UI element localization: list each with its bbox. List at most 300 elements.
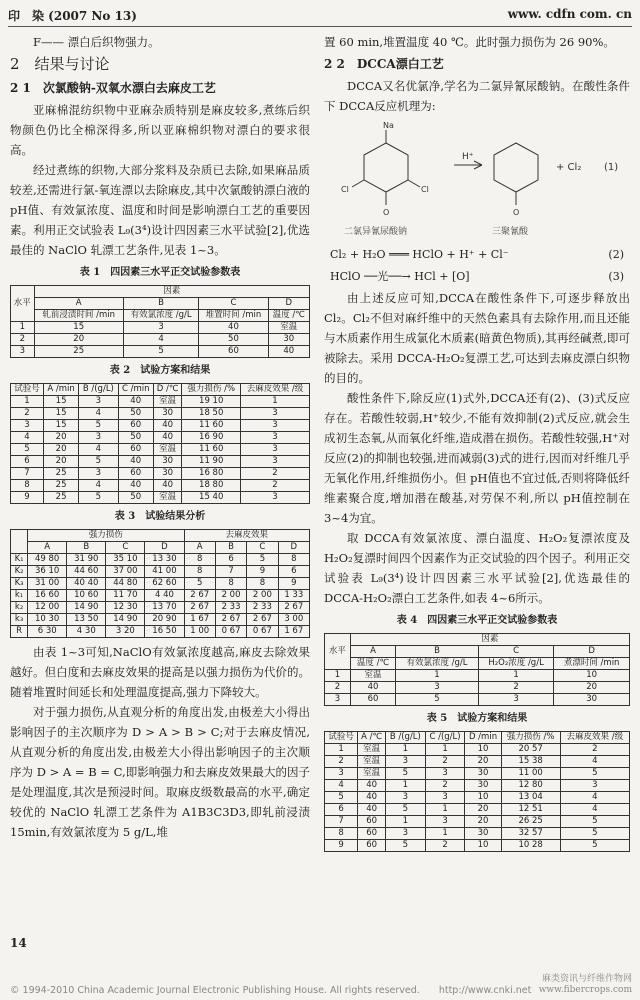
table-cell: 37 00 bbox=[106, 566, 145, 578]
triazine-ring-left bbox=[364, 143, 408, 192]
table-cell: k₃ bbox=[11, 614, 28, 626]
table-cell: 8 bbox=[11, 480, 44, 492]
table-cell: 5 bbox=[11, 444, 44, 456]
svg-text:Cl: Cl bbox=[421, 185, 429, 194]
table-header: B bbox=[123, 298, 199, 310]
table-cell: 40 bbox=[350, 682, 395, 694]
running-header bbox=[8, 4, 632, 27]
table-row bbox=[11, 322, 310, 334]
table-cell: 10 bbox=[554, 670, 630, 682]
table-header: 轧前浸渍时间 /min bbox=[34, 310, 123, 322]
table-row bbox=[11, 626, 310, 638]
table-cell: 3 bbox=[386, 828, 426, 840]
table-1 bbox=[10, 285, 310, 358]
table-cell: 3 bbox=[386, 792, 426, 804]
table-header: 去麻皮效果 /级 bbox=[560, 732, 629, 744]
table-cell: 60 bbox=[358, 828, 386, 840]
table-header: C bbox=[478, 646, 553, 658]
table-cell: 1 bbox=[396, 670, 479, 682]
table-cell: 3 bbox=[241, 492, 310, 504]
equation-number: (1) bbox=[604, 162, 619, 173]
table-cell: 4 30 bbox=[67, 626, 106, 638]
paragraph: 对于强力损伤,从直观分析的角度出发,由极差大小得出影响因子的主次顺序为 D > A > B > C;对于去麻皮情况,从直观分析的角度出发,由极差大小得出影响因子的主次顺序为 D > A = B = C,即影响强力和去麻皮效果最大的因子是处理温度,其次是预浸时间。取麻皮级数最高的水平,确定较优的 NaClO 轧漂工艺条件为 A1B3C3D3,即轧前浸渍 15min,有效氯浓度为 5 g/L,堆 bbox=[10, 705, 310, 839]
table-cell: 5 bbox=[79, 492, 118, 504]
reaction-diagram bbox=[324, 120, 630, 240]
table-cell: 26 25 bbox=[501, 816, 560, 828]
journal-url: www. cdfn com. cn bbox=[507, 7, 632, 21]
table-cell: 2 bbox=[241, 468, 310, 480]
table-cell: 20 bbox=[465, 816, 501, 828]
table-cell: 7 bbox=[325, 816, 358, 828]
table-row bbox=[11, 566, 310, 578]
table-cell: 20 bbox=[43, 456, 78, 468]
table-cell: 3 bbox=[241, 432, 310, 444]
table-cell: 1 00 bbox=[184, 626, 215, 638]
table-cell: 4 bbox=[79, 408, 118, 420]
table-cell: 25 bbox=[43, 492, 78, 504]
table-cell: 4 bbox=[79, 480, 118, 492]
table-cell: 20 bbox=[554, 682, 630, 694]
paragraph: 由上述反应可知,DCCA在酸性条件下,可逐步释放出 Cl₂。Cl₂不但对麻纤维中的天然色素具有去除作用,而且还能与木质素作用生成氯化木质素(暗黄色物质),其再经碱煮,即可被除去。采用 DCCA-H₂O₂复漂工艺,可达到去麻皮漂白织物的目的。 bbox=[324, 291, 630, 385]
table-cell: 5 bbox=[325, 792, 358, 804]
table-cell: 30 bbox=[153, 408, 182, 420]
table-cell: 1 67 bbox=[184, 614, 215, 626]
table-cell: 5 bbox=[386, 804, 426, 816]
table-cell: 60 bbox=[358, 816, 386, 828]
table-cell: 3 bbox=[425, 768, 465, 780]
table-cell: 20 bbox=[43, 432, 78, 444]
table-cell: 40 bbox=[118, 396, 153, 408]
table-cell: K₁ bbox=[11, 554, 28, 566]
table-cell: 5 bbox=[560, 828, 629, 840]
table-cell: 1 bbox=[478, 670, 553, 682]
table-cell: 40 bbox=[199, 322, 268, 334]
table-cell: 20 90 bbox=[145, 614, 184, 626]
table-header: 因素 bbox=[34, 286, 309, 298]
table-cell: 40 bbox=[358, 792, 386, 804]
table-cell: 40 bbox=[358, 780, 386, 792]
table-cell: 2 67 bbox=[215, 614, 246, 626]
table-3 bbox=[10, 529, 310, 638]
table-cell: 室温 bbox=[358, 768, 386, 780]
table-cell: 31 90 bbox=[67, 554, 106, 566]
table-cell: 9 bbox=[325, 840, 358, 852]
table-cell: 2 bbox=[478, 682, 553, 694]
table-header: 强力损伤 /% bbox=[501, 732, 560, 744]
table-cell: K₂ bbox=[11, 566, 28, 578]
table-row bbox=[11, 468, 310, 480]
table-header: C bbox=[199, 298, 268, 310]
table-cell: 5 bbox=[560, 768, 629, 780]
table-header: 煮漂时间 /min bbox=[554, 658, 630, 670]
table-cell: 4 bbox=[560, 804, 629, 816]
table-cell: 60 bbox=[118, 420, 153, 432]
table-cell: 40 40 bbox=[67, 578, 106, 590]
table-cell: 6 bbox=[215, 554, 246, 566]
table-cell: 60 bbox=[350, 694, 395, 706]
table-cell: 1 bbox=[425, 744, 465, 756]
table-header: A /℃ bbox=[358, 732, 386, 744]
table-cell: 50 bbox=[199, 334, 268, 346]
table-cell: 3 bbox=[241, 420, 310, 432]
table-cell: 20 bbox=[465, 756, 501, 768]
table-cell: 1 bbox=[11, 396, 44, 408]
table-row bbox=[11, 602, 310, 614]
table-cell: 3 bbox=[478, 694, 553, 706]
table-header: 水平 bbox=[11, 286, 35, 322]
table-cell: 30 bbox=[465, 828, 501, 840]
table-cell: 室温 bbox=[153, 444, 182, 456]
table-cell: 1 bbox=[425, 804, 465, 816]
table-cell: 室温 bbox=[268, 322, 309, 334]
table-row bbox=[11, 578, 310, 590]
table-cell: 2 33 bbox=[215, 602, 246, 614]
table-cell: 6 bbox=[11, 456, 44, 468]
product-label: + Cl₂ bbox=[556, 162, 582, 173]
table-cell: 62 60 bbox=[145, 578, 184, 590]
subsection-heading: 2 2 DCCA漂白工艺 bbox=[324, 57, 444, 71]
table-header: C /(g/L) bbox=[425, 732, 465, 744]
left-column bbox=[10, 32, 310, 842]
table-cell: 20 bbox=[34, 334, 123, 346]
table-cell: 40 bbox=[358, 804, 386, 816]
table-4 bbox=[324, 633, 630, 706]
table-cell: 35 10 bbox=[106, 554, 145, 566]
table-cell: 60 bbox=[118, 468, 153, 480]
watermark-text: 麻类资讯与纤维作物网 bbox=[541, 974, 632, 984]
table-row bbox=[325, 840, 630, 852]
table-cell: 5 bbox=[79, 456, 118, 468]
table-cell: 2 bbox=[241, 480, 310, 492]
table-cell: 40 bbox=[153, 480, 182, 492]
triazine-ring-right bbox=[494, 143, 538, 192]
equation: HClO ──光──→ HCl + [O] bbox=[330, 270, 470, 283]
table-cell: 60 bbox=[199, 346, 268, 358]
table-cell: 60 bbox=[358, 840, 386, 852]
table-2 bbox=[10, 383, 310, 504]
paragraph: DCCA又名优氯净,学名为二氯异氰尿酸钠。在酸性条件下 DCCA反应机理为: bbox=[324, 79, 630, 113]
table-cell: 3 bbox=[396, 682, 479, 694]
table-row bbox=[325, 768, 630, 780]
table-cell: 5 bbox=[247, 554, 278, 566]
table-cell: 13 70 bbox=[145, 602, 184, 614]
table-header: B bbox=[67, 542, 106, 554]
table-cell: 13 30 bbox=[145, 554, 184, 566]
table-cell: K₃ bbox=[11, 578, 28, 590]
table-cell: 2 67 bbox=[247, 614, 278, 626]
table-cell: 40 bbox=[268, 346, 309, 358]
table-cell: 3 20 bbox=[106, 626, 145, 638]
table-cell: 3 bbox=[241, 444, 310, 456]
table-row bbox=[11, 614, 310, 626]
table-cell: 1 67 bbox=[278, 626, 309, 638]
table-cell: 49 80 bbox=[28, 554, 67, 566]
table-row bbox=[325, 756, 630, 768]
table-cell: 8 bbox=[184, 554, 215, 566]
table-cell: 4 bbox=[79, 444, 118, 456]
table-header: H₂O₂浓度 /g/L bbox=[478, 658, 553, 670]
table-cell: 3 bbox=[325, 694, 351, 706]
table-cell: 30 bbox=[465, 780, 501, 792]
table-cell: 20 bbox=[465, 804, 501, 816]
table-cell: 15 bbox=[34, 322, 123, 334]
table-cell: 13 50 bbox=[67, 614, 106, 626]
table-cell: 36 10 bbox=[28, 566, 67, 578]
svg-text:Na: Na bbox=[383, 121, 394, 130]
table-cell: 16 90 bbox=[182, 432, 241, 444]
table-header: A bbox=[28, 542, 67, 554]
table-cell: 3 bbox=[560, 780, 629, 792]
svg-text:O: O bbox=[513, 208, 520, 217]
table-caption: 表 5 试验方案和结果 bbox=[426, 713, 528, 724]
table-cell: 5 bbox=[560, 816, 629, 828]
table-header: 有效氯浓度 /g/L bbox=[396, 658, 479, 670]
table-header: B /(g/L) bbox=[386, 732, 426, 744]
equation-2 bbox=[324, 244, 630, 266]
table-cell: 6 bbox=[278, 566, 309, 578]
table-cell: 11 90 bbox=[182, 456, 241, 468]
table-cell: 室温 bbox=[153, 492, 182, 504]
svg-text:Cl: Cl bbox=[341, 185, 349, 194]
table-cell: 31 00 bbox=[28, 578, 67, 590]
table-cell: 1 bbox=[325, 744, 358, 756]
table-cell: 11 70 bbox=[106, 590, 145, 602]
table-cell: k₂ bbox=[11, 602, 28, 614]
table-cell: 50 bbox=[118, 408, 153, 420]
table-cell: 2 67 bbox=[184, 602, 215, 614]
subsection-heading: 2 1 次氯酸钠-双氧水漂白去麻皮工艺 bbox=[10, 81, 216, 95]
table-header: 因素 bbox=[350, 634, 629, 646]
table-cell: 2 00 bbox=[215, 590, 246, 602]
table-cell: 10 bbox=[465, 840, 501, 852]
table-cell: 2 67 bbox=[278, 602, 309, 614]
table-cell: 12 30 bbox=[106, 602, 145, 614]
table-header bbox=[11, 530, 28, 554]
table-cell: 8 bbox=[278, 554, 309, 566]
table-row bbox=[11, 590, 310, 602]
table-cell: 13 04 bbox=[501, 792, 560, 804]
table-row bbox=[11, 420, 310, 432]
table-cell: 30 bbox=[465, 768, 501, 780]
table-cell: 5 bbox=[560, 840, 629, 852]
table-cell: 3 bbox=[79, 468, 118, 480]
table-header: 温度 /℃ bbox=[350, 658, 395, 670]
table-cell: 2 67 bbox=[184, 590, 215, 602]
table-cell: 3 bbox=[79, 432, 118, 444]
table-row bbox=[11, 492, 310, 504]
table-cell: 25 bbox=[43, 480, 78, 492]
table-cell: 30 bbox=[268, 334, 309, 346]
paragraph: 取 DCCA有效氯浓度、漂白温度、H₂O₂复漂浓度及 H₂O₂复漂时间四个因素作为正交试验的四个因子。利用正交试验表 L₉(3⁴)设计四因素三水平试验[2],优选最佳的 DCCA-H₂O₂漂白工艺条件,如表 4~6所示。 bbox=[324, 531, 630, 605]
table-cell: 50 bbox=[118, 492, 153, 504]
table-cell: 9 bbox=[247, 566, 278, 578]
table-cell: 3 bbox=[425, 792, 465, 804]
table-5 bbox=[324, 731, 630, 852]
table-cell: 2 00 bbox=[247, 590, 278, 602]
table-cell: 10 bbox=[465, 744, 501, 756]
equation-number: (3) bbox=[608, 270, 624, 283]
table-cell: 1 bbox=[325, 670, 351, 682]
table-cell: 5 bbox=[386, 840, 426, 852]
table-cell: 15 38 bbox=[501, 756, 560, 768]
table-row bbox=[325, 792, 630, 804]
table-cell: 10 60 bbox=[67, 590, 106, 602]
table-header: C bbox=[106, 542, 145, 554]
table-cell: 60 bbox=[118, 444, 153, 456]
table-cell: 1 bbox=[386, 816, 426, 828]
table-cell: 4 bbox=[560, 756, 629, 768]
table-caption: 表 4 四因素三水平正交试验参数表 bbox=[396, 615, 558, 626]
table-cell: 8 bbox=[247, 578, 278, 590]
table-cell: 10 30 bbox=[28, 614, 67, 626]
table-header: 试验号 bbox=[11, 384, 44, 396]
table-cell: 15 40 bbox=[182, 492, 241, 504]
table-row bbox=[325, 828, 630, 840]
table-row bbox=[325, 780, 630, 792]
table-cell: 3 bbox=[241, 408, 310, 420]
table-header: 强力损伤 /% bbox=[182, 384, 241, 396]
equation: Cl₂ + H₂O ═══ HClO + H⁺ + Cl⁻ bbox=[330, 248, 509, 261]
table-cell: 2 33 bbox=[247, 602, 278, 614]
equation-number: (2) bbox=[608, 248, 624, 261]
table-cell: 32 57 bbox=[501, 828, 560, 840]
table-header: 温度 /℃ bbox=[268, 310, 309, 322]
table-cell: 9 bbox=[278, 578, 309, 590]
table-row bbox=[11, 408, 310, 420]
table-cell: 30 bbox=[153, 468, 182, 480]
table-row bbox=[11, 334, 310, 346]
table-cell: 19 10 bbox=[182, 396, 241, 408]
table-cell: 20 bbox=[43, 444, 78, 456]
table-cell: 41 00 bbox=[145, 566, 184, 578]
table-cell: 14 90 bbox=[67, 602, 106, 614]
paragraph: 置 60 min,堆置温度 40 ℃。此时强力损伤为 26 90%。 bbox=[324, 35, 615, 49]
table-cell: k₁ bbox=[11, 590, 28, 602]
table-cell: 11 00 bbox=[501, 768, 560, 780]
table-cell: 16 50 bbox=[145, 626, 184, 638]
table-cell: 40 bbox=[153, 432, 182, 444]
table-cell: 3 bbox=[425, 816, 465, 828]
table-row bbox=[11, 456, 310, 468]
table-cell: 2 bbox=[325, 682, 351, 694]
table-cell: 11 60 bbox=[182, 444, 241, 456]
table-cell: 44 80 bbox=[106, 578, 145, 590]
table-cell: 16 60 bbox=[28, 590, 67, 602]
table-cell: 3 bbox=[325, 768, 358, 780]
table-cell: 0 67 bbox=[215, 626, 246, 638]
table-cell: 25 bbox=[34, 346, 123, 358]
table-cell: 18 50 bbox=[182, 408, 241, 420]
reaction-structures bbox=[324, 120, 630, 240]
table-cell: 3 bbox=[241, 456, 310, 468]
table-cell: 30 bbox=[554, 694, 630, 706]
table-row bbox=[325, 682, 630, 694]
table-cell: R bbox=[11, 626, 28, 638]
table-cell: 30 bbox=[153, 456, 182, 468]
table-header: D /min bbox=[465, 732, 501, 744]
section-heading: 2 结果与讨论 bbox=[10, 55, 110, 73]
formula-note: F—— 漂白后织物强力。 bbox=[33, 35, 160, 49]
reactant-name: 二氯异氰尿酸钠 bbox=[344, 227, 408, 237]
table-cell: 室温 bbox=[358, 744, 386, 756]
table-header: A bbox=[350, 646, 395, 658]
table-header: A bbox=[184, 542, 215, 554]
table-cell: 4 bbox=[325, 780, 358, 792]
paragraph: 由表 1~3可知,NaClO有效氯浓度越高,麻皮去除效果越好。但白度和去麻皮效果的提高是以强力损伤为代价的。随着堆置时间延长和处理温度提高,强力下降较大。 bbox=[10, 645, 310, 699]
table-cell: 25 bbox=[43, 468, 78, 480]
table-cell: 50 bbox=[118, 432, 153, 444]
copyright-footer: © 1994-2010 China Academic Journal Electronic Publishing House. All rights reserved. http://www.cnki.net bbox=[10, 985, 532, 996]
table-header: B bbox=[396, 646, 479, 658]
table-header: B bbox=[215, 542, 246, 554]
table-cell: 44 60 bbox=[67, 566, 106, 578]
table-header: 堆置时间 /min bbox=[199, 310, 268, 322]
table-header: D bbox=[268, 298, 309, 310]
table-cell: 40 bbox=[118, 480, 153, 492]
paragraph: 酸性条件下,除反应(1)式外,DCCA还有(2)、(3)式反应存在。若酸性较弱,H⁺较少,不能有效抑制(2)式反应,就会生成初生态氧,从而氧化纤维,造成潜在损伤。若酸性较强,H⁺对反应(2)的抑制也较强,进而减弱(3)式的进行,因而对纤维几乎无氧化作用,纤维损伤小。但 pH值也不宜过低,否则将降低纤维素聚合度,增加潜在酸基,对劳保不利,所以 pH值控制在 3~4为宜。 bbox=[324, 391, 630, 525]
table-cell: 2 bbox=[425, 756, 465, 768]
paragraph: 亚麻棉混纺织物中亚麻杂质特别是麻皮较多,煮练后织物颜色仍比全棉深得多,所以亚麻棉织物对漂白的要求很高。 bbox=[10, 103, 310, 157]
table-cell: 4 40 bbox=[145, 590, 184, 602]
table-cell: 2 bbox=[425, 780, 465, 792]
table-cell: 3 bbox=[11, 420, 44, 432]
table-cell: 5 bbox=[79, 420, 118, 432]
table-cell: 0 67 bbox=[247, 626, 278, 638]
table-cell: 2 bbox=[425, 840, 465, 852]
table-cell: 4 bbox=[560, 792, 629, 804]
table-cell: 2 bbox=[560, 744, 629, 756]
table-cell: 40 bbox=[118, 456, 153, 468]
product-name: 三聚氰酸 bbox=[492, 227, 529, 237]
page-number: 14 bbox=[10, 936, 27, 950]
table-row bbox=[325, 670, 630, 682]
table-cell: 1 33 bbox=[278, 590, 309, 602]
table-row bbox=[11, 432, 310, 444]
table-cell: 8 bbox=[184, 566, 215, 578]
catalyst-label: H⁺ bbox=[462, 152, 474, 162]
table-header: D /℃ bbox=[153, 384, 182, 396]
table-cell: 10 28 bbox=[501, 840, 560, 852]
equation-3 bbox=[324, 266, 630, 288]
table-cell: 室温 bbox=[358, 756, 386, 768]
table-header: 去麻皮效果 /级 bbox=[241, 384, 310, 396]
table-cell: 11 60 bbox=[182, 420, 241, 432]
table-cell: 15 bbox=[43, 420, 78, 432]
table-cell: 室温 bbox=[153, 396, 182, 408]
table-cell: 15 bbox=[43, 408, 78, 420]
table-cell: 12 80 bbox=[501, 780, 560, 792]
table-cell: 6 bbox=[325, 804, 358, 816]
table-cell: 1 bbox=[425, 828, 465, 840]
table-row bbox=[11, 480, 310, 492]
right-column bbox=[324, 32, 630, 852]
table-cell: 40 bbox=[153, 420, 182, 432]
table-header: 去麻皮效果 bbox=[184, 530, 310, 542]
table-cell: 16 80 bbox=[182, 468, 241, 480]
table-cell: 1 bbox=[11, 322, 35, 334]
table-cell: 2 bbox=[325, 756, 358, 768]
table-cell: 12 51 bbox=[501, 804, 560, 816]
journal-title: 印 染 (2007 No 13) bbox=[8, 9, 137, 23]
table-cell: 1 bbox=[386, 780, 426, 792]
svg-text:O: O bbox=[383, 208, 390, 217]
table-cell: 1 bbox=[386, 744, 426, 756]
table-header: A bbox=[34, 298, 123, 310]
table-row bbox=[325, 804, 630, 816]
table-cell: 5 bbox=[396, 694, 479, 706]
table-cell: 7 bbox=[215, 566, 246, 578]
table-header: C /min bbox=[118, 384, 153, 396]
